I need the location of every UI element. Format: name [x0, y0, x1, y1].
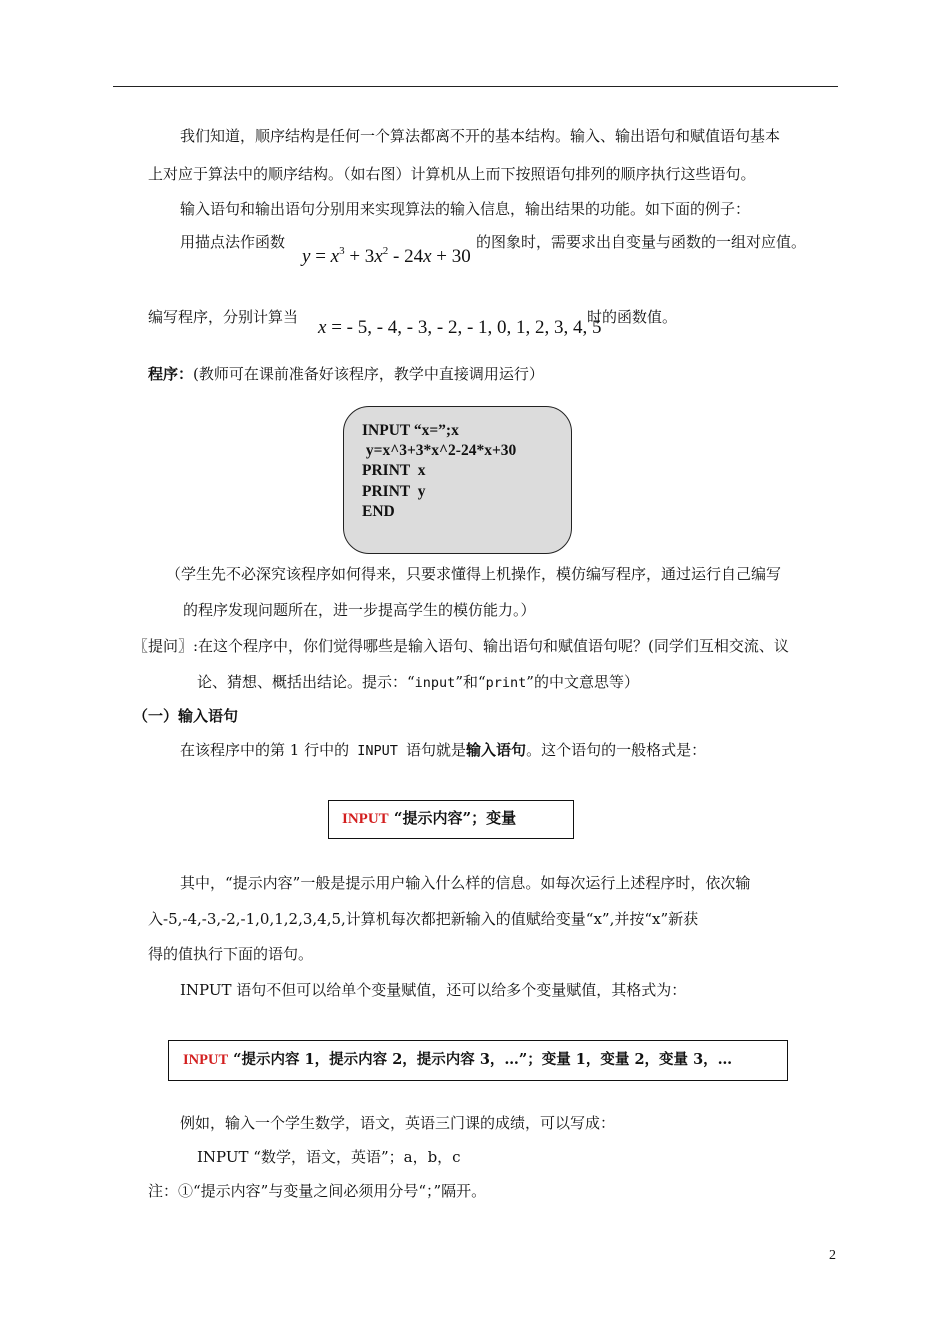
- student-note-line: （学生先不必深究该程序如何得来，只要求懂得上机操作，模仿编写程序，通过运行自己编写: [166, 565, 782, 583]
- question-line: 论、猜想、概括出结论。提示：“input”和“print”的中文意思等）: [197, 673, 639, 691]
- paragraph-line: 上对应于算法中的顺序结构。（如右图）计算机从上而下按照语句排列的顺序执行这些语句。: [148, 165, 756, 183]
- paragraph-line: 输入语句和输出语句分别用来实现算法的输入信息，输出结果的功能。如下面的例子：: [180, 200, 751, 218]
- input-format-text: INPUT “提示内容”；变量: [342, 809, 517, 827]
- paragraph-line: 我们知道，顺序结构是任何一个算法都离不开的基本结构。输入、输出语句和赋值语句基本: [180, 127, 781, 145]
- code-line: PRINT y: [362, 483, 426, 500]
- multi-input-format-text: INPUT “提示内容 1，提示内容 2，提示内容 3，…”；变量 1，变量 2，变量 3，…: [183, 1051, 733, 1068]
- explain-line: 其中，“提示内容”一般是提示用户输入什么样的信息。如每次运行上述程序时，依次输: [180, 874, 751, 892]
- code-line: INPUT “x=”;x: [362, 422, 459, 439]
- page-number: 2: [829, 1248, 836, 1263]
- section-intro: 在该程序中的第 1 行中的 INPUT 语句就是输入语句。这个语句的一般格式是：: [180, 741, 707, 759]
- example-code: INPUT “数学，语文，英语”；a，b，c: [197, 1148, 461, 1166]
- function-formula: $y = x^3 + 3x^2 - 24x + 30$: [302, 245, 471, 267]
- code-line: END: [362, 503, 395, 520]
- x-values-formula: x = - 5, - 4, - 3, - 2, - 1, 0, 1, 2, 3, 4, 5: [318, 317, 602, 338]
- paragraph-line: 的图象时，需要求出自变量与函数的一组对应值。: [476, 233, 807, 251]
- program-label: 程序：(教师可在课前准备好该程序，教学中直接调用运行）: [148, 365, 544, 383]
- explain-line: INPUT 语句不但可以给单个变量赋值，还可以给多个变量赋值，其格式为：: [180, 981, 687, 999]
- code-line: PRINT x: [362, 462, 426, 479]
- explain-line: 入-5,-4,-3,-2,-1,0,1,2,3,4,5,计算机每次都把新输入的值赋给变量“x”,并按“x”新获: [148, 910, 699, 928]
- section-title: （一）输入语句: [133, 707, 239, 725]
- note-line: 注：①“提示内容”与变量之间必须用分号“；”隔开。: [148, 1182, 487, 1200]
- paragraph-line: 用描点法作函数: [180, 233, 286, 251]
- question-line: 〖提问〗:在这个程序中，你们觉得哪些是输入语句、输出语句和赋值语句呢？(同学们互相交流、议: [133, 637, 789, 655]
- example-line: 例如，输入一个学生数学，语文，英语三门课的成绩，可以写成：: [180, 1114, 616, 1132]
- student-note-line: 的程序发现问题所在，进一步提高学生的模仿能力。）: [183, 601, 536, 619]
- paragraph-line: 时的函数值。: [587, 308, 678, 326]
- explain-line: 得的值执行下面的语句。: [148, 945, 314, 963]
- header-rule: [113, 86, 838, 87]
- paragraph-line: 编写程序，分别计算当: [148, 308, 299, 326]
- code-line: y=x^3+3*x^2-24*x+30: [362, 442, 517, 459]
